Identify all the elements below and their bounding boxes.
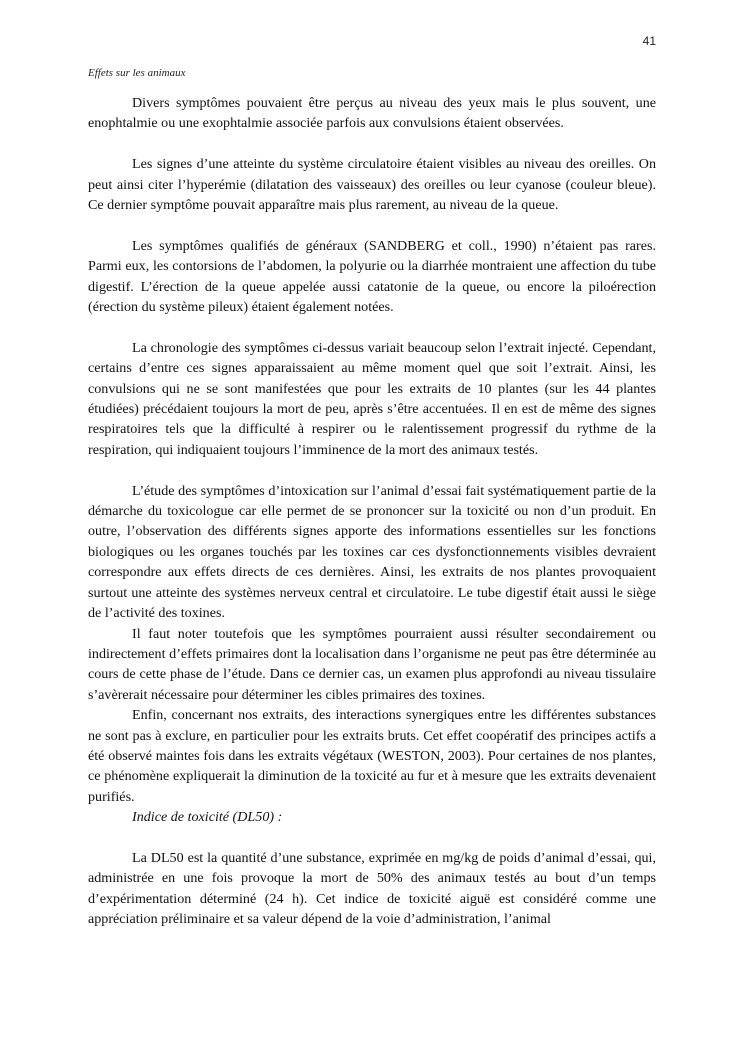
paragraph-study-symptoms: L’étude des symptômes d’intoxication sur l’animal d’essai fait systématiquement partie de la démarche du toxicologue car elle permet de se prononcer sur la toxicité ou non d’un produit. En outre, l’observation des différents signes apporte des informations essentielles sur les fonctions biologiques ou les organes touchés par les toxines car ces dysfonctionnements visibles devraient correspondre aux effets directs de ces dernières. Ainsi, les extraits de nos plantes provoquaient surtout une atteinte des systèmes nerveux central et circulatoire. Le tube digestif était aussi le siège de l’activité des toxines. <box>88 482 656 622</box>
body-text <box>88 93 656 930</box>
paragraph-chronology: La chronologie des symptômes ci-dessus variait beaucoup selon l’extrait injecté. Cependant, certains d’entre ces signes apparaissaient au même moment quel que soit l’extrait. Ainsi, les convulsions qui ne se sont manifestées que pour les extraits de 10 plantes (sur les 44 plantes étudiées) précédaient toujours la mort de peu, après s’être accentuées. Il en est de même des signes respiratoires tels que la difficulté à respirer ou le ralentissement progressif du rythme de la respiration, qui indiquaient toujours l’imminence de la mort des animaux testés. <box>88 339 656 458</box>
page-number: 41 <box>642 34 656 48</box>
paragraph-general-symptoms: Les symptômes qualifiés de généraux (SANDBERG et coll., 1990) n’étaient pas rares. Parmi eux, les contorsions de l’abdomen, la polyurie ou la diarrhée montraient une affection du tube digestif. L’érection de la queue appelée aussi catatonie de la queue, ou encore la piloérection (érection du système pileux) étaient également notées. <box>88 237 656 316</box>
section-subheading: Indice de toxicité (DL50) : <box>132 809 283 826</box>
paragraph-eyes: Divers symptômes pouvaient être perçus au niveau des yeux mais le plus souvent, une enophtalmie ou une exophtalmie associée parfois aux convulsions étaient observées. <box>88 95 656 132</box>
paragraph-dl50: La DL50 est la quantité d’une substance, exprimée en mg/kg de poids d’animal d’essai, qui, administrée en une fois provoque la mort de 50% des animaux testés au bout d’un temps d’expérimentation déterminé (24 h). Cet indice de toxicité aiguë est considéré comme une appréciation préliminaire et sa valeur dépend de la voie d’administration, l’animal <box>88 849 656 928</box>
paragraph-secondary-effects: Il faut noter toutefois que les symptômes pourraient aussi résulter secondairement ou indirectement d’effets primaires dont la localisation dans l’organisme ne peut pas être déterminée au cours de cette phase de l’étude. Dans ce dernier cas, un examen plus approfondi au niveau tissulaire s’avèrerait nécessaire pour déterminer les cibles primaires des toxines. <box>88 625 656 703</box>
paragraph-synergy: Enfin, concernant nos extraits, des interactions synergiques entre les différentes substances ne sont pas à exclure, en particulier pour les extraits bruts. Cet effet coopératif des principes actifs a été observé maintes fois dans les extraits végétaux (WESTON, 2003). Pour certaines de nos plantes, ce phénomène expliquerait la diminution de la toxicité au fur et à mesure que les extraits devenaient purifiés. <box>88 707 656 805</box>
paragraph-circulatory: Les signes d’une atteinte du système circulatoire étaient visibles au niveau des oreilles. On peut ainsi citer l’hyperémie (dilatation des vaisseaux) des oreilles ou leur cyanose (couleur bleue). Ce dernier symptôme pouvait apparaître mais plus rarement, au niveau de la queue. <box>88 156 656 214</box>
running-header: Effets sur les animaux <box>88 67 186 79</box>
